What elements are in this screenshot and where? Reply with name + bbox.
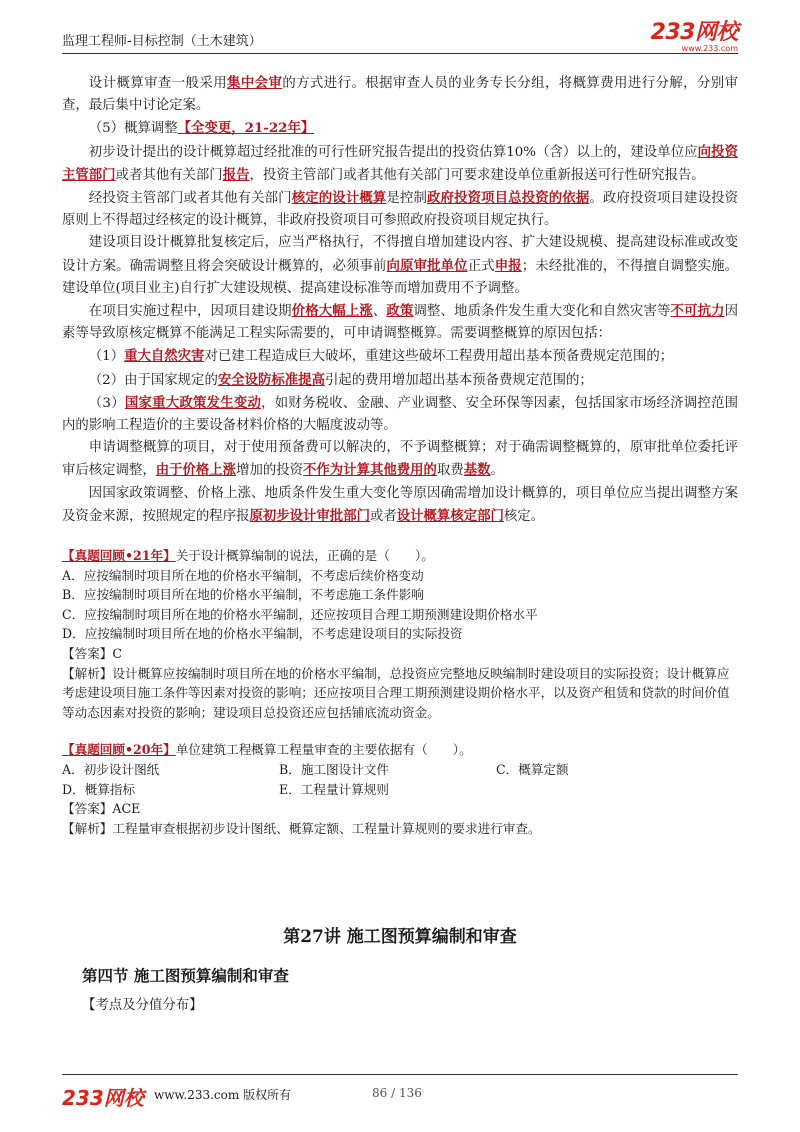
header-divider xyxy=(62,53,738,54)
exam-question-20 xyxy=(62,740,738,838)
main-content xyxy=(62,72,738,838)
option-a: A．应按编制时项目所在地的价格水平编制，不考虑后续价格变动 xyxy=(62,567,424,583)
option-a: A．初步设计图纸 xyxy=(62,762,160,777)
footer-logo[interactable]: 233网校 xyxy=(62,1086,144,1110)
lecture-title: 第27讲 施工图预算编制和审查 xyxy=(283,927,517,947)
kaodian-heading: 【考点及分值分布】 xyxy=(82,998,203,1013)
option-b: B．应按编制时项目所在地的价格水平编制，不考虑施工条件影响 xyxy=(62,587,424,603)
section-title: 第四节 施工图预算编制和审查 xyxy=(82,966,289,985)
paragraph: 在项目实施过程中，因项目建设期价格大幅上涨、政策调整、地质条件发生重大变化和自然灾害等不可抗力因素等导致原核定概算不能满足工程实际需要的，可申请调整概算。需要调整概算的原因包括： xyxy=(62,303,739,342)
paragraph: 经投资主管部门或者其他有关部门核定的设计概算是控制政府投资项目总投资的依据。政府投资项目建设投资原则上不得超过经核定的设计概算，非政府投资项目可参照政府投资项目规定执行。 xyxy=(62,190,739,229)
analysis: 【解析】设计概算应按编制时项目所在地的价格水平编制，总投资应完整地反映编制时建设项目的实际投资；设计概算应考虑建设项目施工条件等因素对投资的影响；还应按项目合理工期预测建设期价格水平，以及资产租赁和贷款的时间价值等动态因素对投资的影响；建设项目总投资还应包括铺底流动资金。 xyxy=(62,665,730,720)
option-e: E．工程量计算规则 xyxy=(279,781,389,797)
page-header xyxy=(62,20,738,53)
paragraph: 初步设计提出的设计概算超过经批准的可行性研究报告提出的投资估算10%（含）以上的，建设单位应向投资主管部门或者其他有关部门报告，投资主管部门或者其他有关部门可要求建设单位重新报送可行性研究报告。 xyxy=(62,143,738,183)
paragraph: 设计概算审查一般采用集中会审的方式进行。根据审查人员的业务专长分组，将概算费用进行分解，分别审查，最后集中讨论定案。 xyxy=(62,75,739,114)
logo-text: 233网校 xyxy=(650,20,738,45)
option-d: D．应按编制时项目所在地的价格水平编制，不考虑建设项目的实际投资 xyxy=(62,626,463,642)
logo-url: www.233.com xyxy=(681,44,738,53)
question-stem: 关于设计概算编制的说法，正确的是（ ）。 xyxy=(175,548,434,564)
paragraph: （2）由于国家规定的安全设防标准提高引起的费用增加超出基本预备费规定范围的； xyxy=(88,371,593,388)
analysis: 【解析】工程量审查根据初步设计图纸、概算定额、工程量计算规则的要求进行审查。 xyxy=(62,820,541,836)
paragraph: （3）国家重大政策发生变动，如财务税收、金融、产业调整、安全环保等因素，包括国家市场经济调控范围内的影响工程造价的主要设备材料价格的大幅度波动等。 xyxy=(62,394,738,434)
brand-logo[interactable] xyxy=(651,22,738,53)
exam-question-21 xyxy=(62,546,738,722)
copyright-text: www.233.com 版权所有 xyxy=(154,1088,292,1102)
document-title: 监理工程师-目标控制（土木建筑） xyxy=(62,34,262,49)
answer: 【答案】C xyxy=(62,646,123,662)
page-number: 86 / 136 xyxy=(372,1086,422,1100)
paragraph: 因国家政策调整、价格上涨、地质条件发生重大变化等原因确需增加设计概算的，项目单位应当提出调整方案及资金来源，按照规定的程序报原初步设计审批部门或者设计概算核定部门核定。 xyxy=(62,485,738,524)
question-tag: 【真题回顾•21年】 xyxy=(62,548,176,564)
paragraph: 申请调整概算的项目，对于使用预备费可以解决的，不予调整概算；对于确需调整概算的，原审批单位委托评审后核定调整，由于价格上涨增加的投资不作为计算其他费用的取费基数。 xyxy=(62,440,738,479)
paragraph: （5）概算调整【全变更，21-22年】 xyxy=(88,120,315,137)
option-c: C．应按编制时项目所在地的价格水平编制，还应按项目合理工期预测建设期价格水平 xyxy=(62,606,538,622)
option-c: C．概算定额 xyxy=(496,762,569,777)
footer-divider xyxy=(62,1074,738,1075)
option-d: D．概算指标 xyxy=(62,781,136,797)
question-stem: 单位建筑工程概算工程量审查的主要依据有（ ）。 xyxy=(175,742,472,758)
answer: 【答案】ACE xyxy=(62,801,141,817)
paragraph: 建设项目设计概算批复核定后，应当严格执行，不得擅自增加建设内容、扩大建设规模、提高建设标准或改变设计方案。确需调整且将会突破设计概算的，必须事前向原审批单位正式申报；未经批准的，不得擅自调整实施。建设单位(项目业主)自行扩大建设规模、提高建设标准等而增加费用不予调整。 xyxy=(62,235,739,296)
option-b: B．施工图设计文件 xyxy=(279,762,390,777)
question-tag: 【真题回顾•20年】 xyxy=(62,742,176,758)
page-footer xyxy=(62,1082,738,1110)
paragraph: （1）重大自然灾害对已建工程造成巨大破坏，重建这些破坏工程费用超出基本预备费规定范围的； xyxy=(88,348,674,365)
